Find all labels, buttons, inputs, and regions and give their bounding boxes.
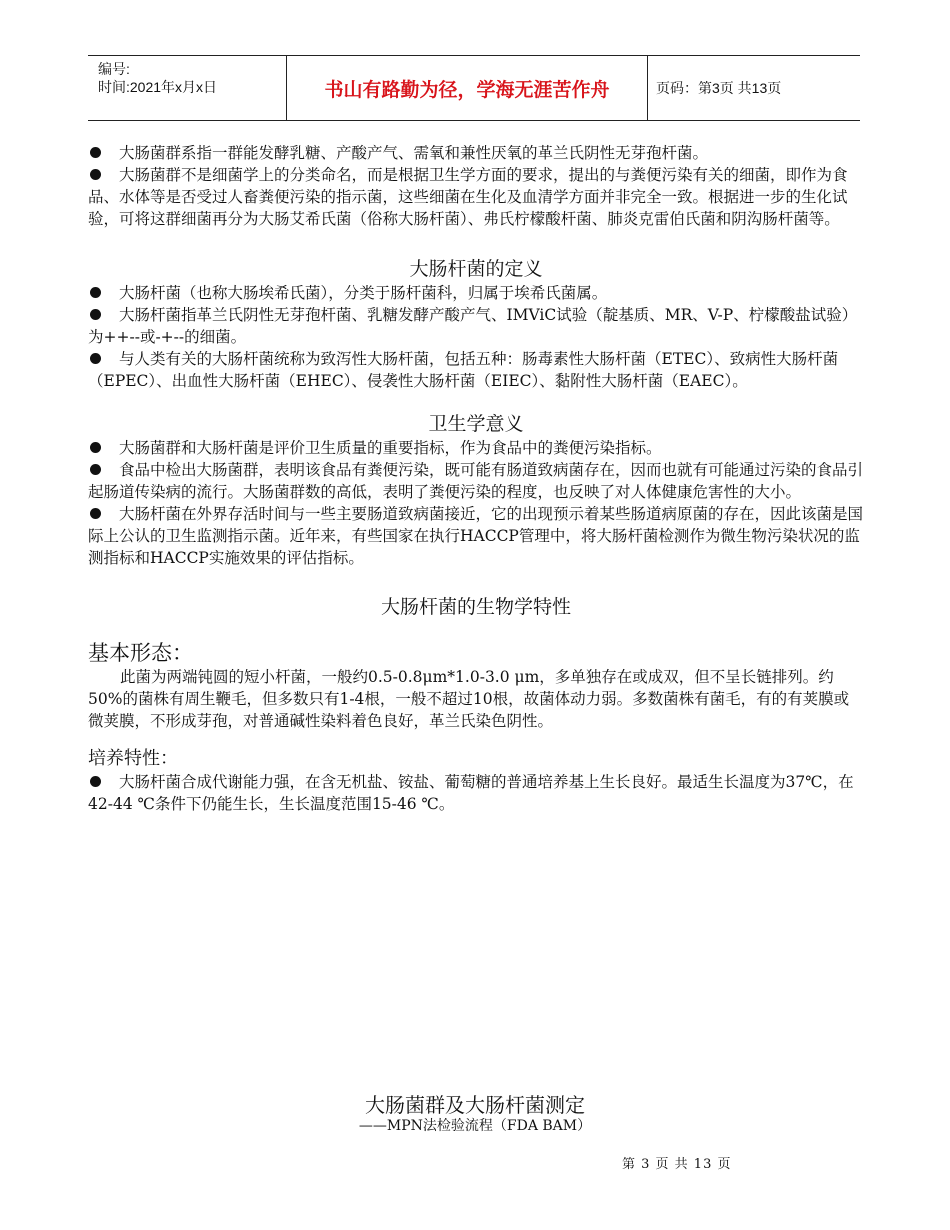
next-section-title: 大肠菌群及大肠杆菌测定 (365, 1093, 585, 1117)
bullet-icon (90, 353, 101, 364)
hygiene-paragraph-1: 大肠菌群和大肠杆菌是评价卫生质量的重要指标，作为食品中的粪便污染指标。 (88, 437, 864, 459)
hygiene-paragraph-2: 食品中检出大肠菌群，表明该食品有粪便污染，既可能有肠道致病菌存在，因而也就有可能通过污染的食品引起肠道传染病的流行。大肠菌群数的高低，表明了粪便污染的程度，也反映了对人体健康危害性的大小。 (88, 461, 864, 501)
definition-paragraph-3: 与人类有关的大肠杆菌统称为致泻性大肠杆菌，包括五种：肠毒素性大肠杆菌（ETEC）、致病性大肠杆菌（EPEC）、出血性大肠杆菌（EHEC）、侵袭性大肠杆菌（EIEC）、黏附性大肠杆菌（EAEC）。 (88, 350, 839, 390)
hygiene-paragraph-3: 大肠杆菌在外界存活时间与一些主要肠道致病菌接近，它的出现预示着某些肠道病原菌的存在，因此该菌是国际上公认的卫生监测指示菌。近年来，有些国家在执行HACCP管理中，将大肠杆菌检测作为微生物污染状况的监测指标和HACCP实施效果的评估指标。 (88, 505, 864, 567)
bullet-icon (90, 169, 101, 180)
header-motto: 书山有路勤为径，学海无涯苦作舟 (286, 56, 648, 120)
code-label: 编号: (98, 61, 130, 77)
bullet-icon (90, 147, 101, 158)
bullet-icon (90, 508, 101, 519)
section-title-definition: 大肠杆菌的定义 (409, 258, 543, 280)
bullet-icon (90, 464, 101, 475)
header-page-info: 页码：第3页 共13页 (656, 80, 782, 96)
bullet-icon (90, 287, 101, 298)
section-title-hygiene: 卫生学意义 (428, 413, 524, 435)
definition-paragraph-1: 大肠杆菌（也称大肠埃希氏菌），分类于肠杆菌科，归属于埃希氏菌属。 (88, 282, 864, 304)
time-label: 时间:2021年x月x日 (98, 79, 218, 95)
next-section-subtitle: ——MPN法检验流程（FDA BAM） (358, 1118, 592, 1134)
intro-paragraph-2: 大肠菌群不是细菌学上的分类命名，而是根据卫生学方面的要求，提出的与粪便污染有关的细菌，即作为食品、水体等是否受过人畜粪便污染的指示菌，这些细菌在生化及血清学方面并非完全一致。根据进一步的生化试验，可将这群细菌再分为大肠艾希氏菌（俗称大肠杆菌）、弗氏柠檬酸杆菌、肺炎克雷伯氏菌和阴沟肠杆菌等。 (88, 166, 848, 228)
bullet-icon (90, 309, 101, 320)
definition-paragraph-2: 大肠杆菌指革兰氏阴性无芽孢杆菌、乳糖发酵产酸产气、IMViC试验（靛基质、MR、V-P、柠檬酸盐试验）为++--或-+--的细菌。 (88, 306, 858, 346)
shape-paragraph: 此菌为两端钝圆的短小杆菌，一般约0.5-0.8μm*1.0-3.0 μm，多单独存在或成双，但不呈长链排列。约50%的菌株有周生鞭毛，但多数只有1-4根，一般不超过10根，故菌体动力弱。多数菌株有菌毛，有的有荚膜或微荚膜，不形成芽孢，对普通碱性染料着色良好，革兰氏染色阴性。 (88, 668, 850, 730)
footer-page-number: 第 3 页 共 13 页 (622, 1157, 732, 1172)
intro-paragraph-1: 大肠菌群系指一群能发酵乳糖、产酸产气、需氧和兼性厌氧的革兰氏阴性无芽孢杆菌。 (88, 142, 864, 164)
header-meta (88, 56, 286, 120)
bullet-icon (90, 776, 101, 787)
bullet-icon (90, 442, 101, 453)
culture-paragraph: 大肠杆菌合成代谢能力强，在含无机盐、铵盐、葡萄糖的普通培养基上生长良好。最适生长温度为37℃，在42-44 ℃条件下仍能生长，生长温度范围15-46 ℃。 (88, 773, 854, 813)
section-title-biology: 大肠杆菌的生物学特性 (380, 596, 571, 618)
subsection-title-culture: 培养特性： (88, 748, 178, 769)
document-header (88, 55, 860, 121)
subsection-title-shape: 基本形态： (88, 641, 193, 665)
document-body (88, 142, 864, 815)
